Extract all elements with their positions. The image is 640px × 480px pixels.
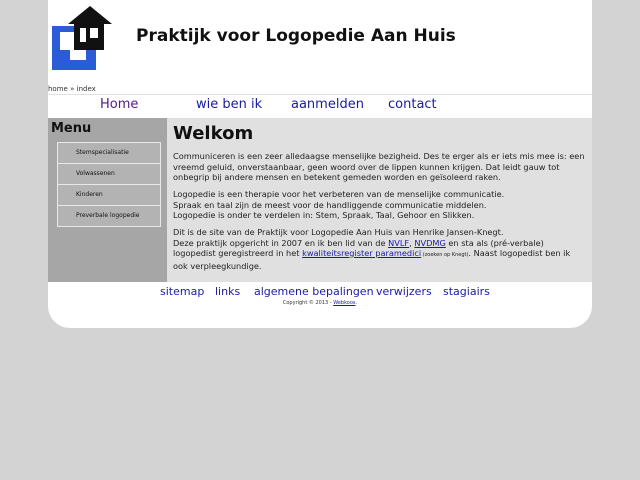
footer-link-algemene-bepalingen[interactable]: algemene bepalingen — [254, 285, 374, 298]
footer-link-stagiairs[interactable]: stagiairs — [443, 285, 490, 298]
logopedie-line-2: Spraak en taal zijn de meest voor de handliggende communicatie middelen. — [173, 199, 487, 210]
footer-link-verwijzers[interactable]: verwijzers — [376, 285, 432, 298]
practice-separator: , — [409, 237, 415, 248]
footer-link-sitemap[interactable]: sitemap — [160, 285, 205, 298]
nav-contact[interactable]: contact — [388, 97, 437, 112]
nav-aanmelden[interactable]: aanmelden — [291, 97, 364, 112]
breadcrumb-index: index — [76, 85, 96, 93]
breadcrumb-home[interactable]: home — [48, 85, 68, 93]
sidebar-item-volwassenen[interactable]: Volwassenen — [57, 164, 161, 185]
nvlf-link[interactable]: NVLF — [388, 237, 410, 248]
kwaliteitsregister-link[interactable]: kwaliteitsregister paramedici — [302, 248, 422, 258]
practice-text-2: en sta als (pré-verbale) logopedist geregistreerd in het — [173, 237, 544, 258]
sidebar-item-kinderen[interactable]: Kinderen — [57, 185, 161, 206]
main-content — [167, 118, 592, 282]
footer-navigation — [48, 283, 592, 301]
top-navigation — [48, 94, 592, 119]
sidebar — [48, 118, 167, 282]
house-logo-icon — [50, 2, 112, 72]
site-title: Praktijk voor Logopedie Aan Huis — [136, 26, 456, 46]
nvdmg-link[interactable]: NVDMG — [414, 237, 446, 248]
logopedie-paragraph — [173, 189, 585, 221]
breadcrumb-separator: » — [70, 85, 75, 93]
copyright-suffix: . — [355, 300, 358, 306]
practice-paragraph — [173, 227, 585, 271]
practice-text-3: . Naast logopedist ben ik ook verpleegkundige. — [173, 248, 571, 271]
sidebar-menu — [57, 142, 161, 227]
sidebar-item-stemspecialisatie[interactable]: Stemspecialisatie — [57, 142, 161, 164]
search-note: (zoeken op Knegt) — [421, 252, 469, 258]
nav-home[interactable]: Home — [100, 97, 139, 112]
page-heading: Welkom — [173, 123, 254, 144]
footer-link-links[interactable]: links — [215, 285, 241, 298]
page — [48, 0, 592, 328]
practice-text-1: Deze praktijk opgericht in 2007 en ik ben lid van de — [173, 237, 389, 248]
copyright — [48, 300, 592, 306]
webkoos-link[interactable]: Webkoos — [333, 300, 356, 306]
logopedie-line-3: Logopedie is onder te verdelen in: Stem, Spraak, Taal, Gehoor en Slikken. — [173, 210, 475, 220]
sidebar-title: Menu — [51, 121, 92, 136]
sidebar-item-preverbale-logopedie[interactable]: Preverbale logopedie — [57, 206, 161, 227]
practice-line-1: Dit is de site van de Praktijk voor Logopedie Aan Huis van Henrike Jansen-Knegt. — [173, 227, 504, 237]
intro-paragraph: Communiceren is een zeer alledaagse menselijke bezigheid. Des te erger als er iets mis mee is: een vreemd geluid, onverstaanbaar, geen woord over de lippen kunnen krijgen. Dat leidt gauw tot onbegrip bij andere mensen en betekent gemeden worden en geïsoleerd raken. — [173, 151, 585, 182]
logopedie-line-1: Logopedie is een therapie voor het verbeteren van de menselijke communicatie. — [173, 189, 505, 199]
nav-wie-ben-ik[interactable]: wie ben ik — [196, 97, 263, 112]
copyright-text: Copyright © 2013 - — [282, 300, 334, 306]
